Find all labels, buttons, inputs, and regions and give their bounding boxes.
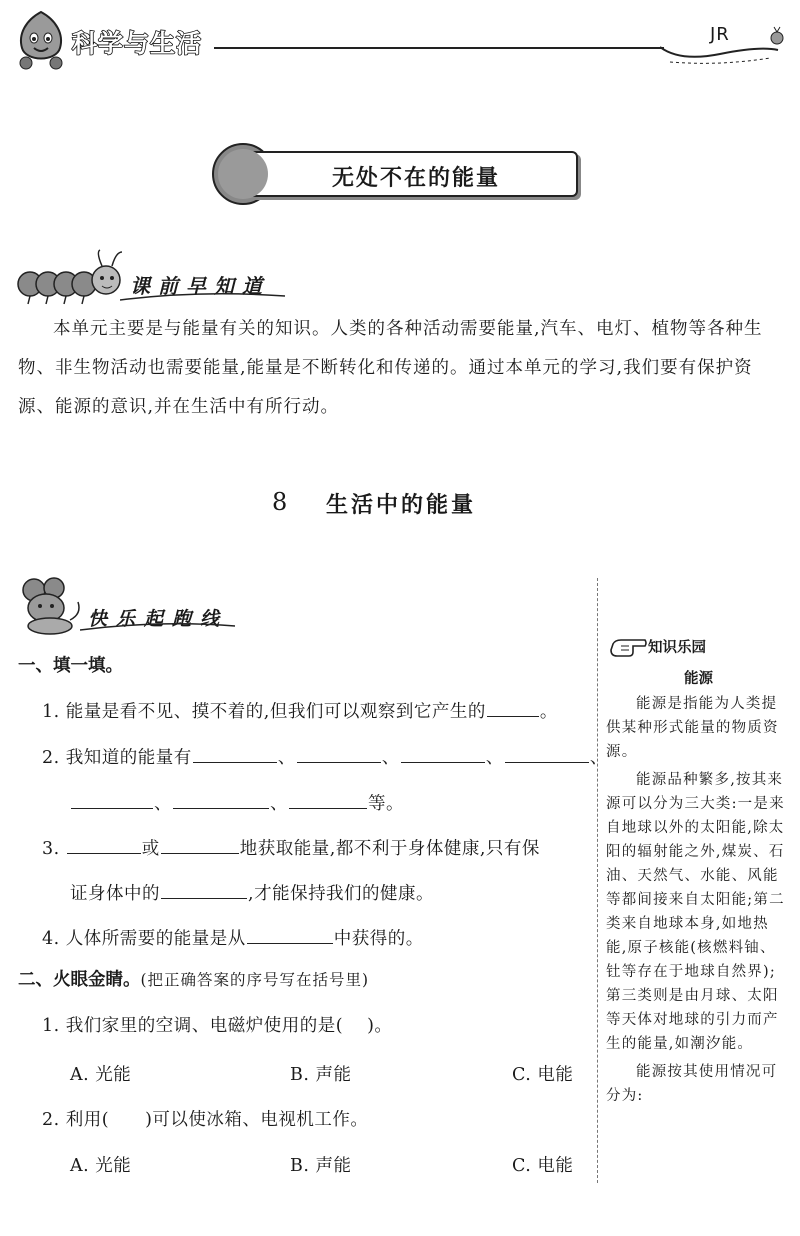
- q-text: 能量是看不见、摸不着的,但我们可以观察到它产生的: [65, 702, 486, 722]
- unit-banner: [212, 143, 578, 205]
- question-1: 1. 能量是看不见、摸不着的,但我们可以观察到它产生的 。: [42, 696, 558, 723]
- pointing-hand-icon: [607, 630, 647, 658]
- mc1-option-c[interactable]: C. 电能: [512, 1065, 574, 1085]
- mc-question-1: 1. 我们家里的空调、电磁炉使用的是( )。: [42, 1016, 393, 1036]
- heading-underline: [120, 290, 290, 304]
- mc1-option-b[interactable]: B. 声能: [290, 1065, 352, 1085]
- answer-blank[interactable]: [505, 742, 589, 763]
- sidebar-paragraph: 能源按其使用情况可分为:: [606, 1064, 778, 1104]
- mascot-icon: [12, 8, 70, 70]
- unit-title: 无处不在的能量: [332, 166, 501, 191]
- mouse-icon: [16, 574, 86, 636]
- page-header: [0, 0, 800, 80]
- q-text: 我知道的能量有: [65, 748, 192, 768]
- mc2-option-a[interactable]: A. 光能: [70, 1156, 132, 1176]
- section2-title: 二、火眼金睛。: [18, 970, 141, 990]
- series-title: 科学与生活: [72, 29, 203, 58]
- question-2: 2. 我知道的能量有 、 、 、 、: [42, 742, 608, 769]
- answer-blank[interactable]: [161, 878, 247, 899]
- answer-blank[interactable]: [297, 742, 381, 763]
- answer-blank[interactable]: [71, 788, 153, 809]
- sidebar-paragraph: 能源是指能为人类提供某种形式能量的物质资源。: [606, 696, 779, 760]
- preview-text: 本单元主要是与能量有关的知识。人类的各种活动需要能量,汽车、电灯、植物等各种生物、非生物活动也需要能量,能量是不断转化和传递的。通过本单元的学习,我们要有保护资源、能源的意识,并在生活中有所行动。: [18, 319, 763, 417]
- caterpillar-icon: [16, 248, 126, 312]
- section2-note: (把正确答案的序号写在括号里): [140, 971, 370, 989]
- heading-underline-2: [80, 620, 240, 634]
- mc2-option-b[interactable]: B. 声能: [290, 1156, 352, 1176]
- answer-blank[interactable]: [67, 833, 141, 854]
- header-code: JR: [710, 24, 730, 45]
- mc1-option-a[interactable]: A. 光能: [70, 1065, 132, 1085]
- answer-blank[interactable]: [487, 696, 539, 717]
- lesson-number: 8: [272, 488, 288, 516]
- column-divider: [597, 578, 598, 1183]
- sidebar-heading: 知识乐园: [648, 640, 706, 656]
- answer-blank[interactable]: [173, 788, 269, 809]
- preview-heading: 课前早知道: [130, 274, 270, 298]
- answer-blank[interactable]: [289, 788, 367, 809]
- answer-blank[interactable]: [247, 923, 333, 944]
- answer-blank[interactable]: [401, 742, 485, 763]
- sidebar-paragraph: 能源品种繁多,按其来源可以分为三大类:一是来自地球以外的太阳能,除太阳的辐射能之外,煤炭、石油、天然气、水能、风能等都间接来自太阳能;第二类来自地球本身,如地热能,原子核能(核燃料铀、钍等存在于地球自然界);第三类则是由月球、太阳等天体对地球的引力而产生的能量,如潮汐能。: [606, 772, 785, 1052]
- lesson-title: 生活中的能量: [326, 493, 477, 518]
- sidebar-topic: 能源: [684, 671, 713, 687]
- q-num: 3.: [42, 839, 60, 859]
- answer-blank[interactable]: [161, 833, 239, 854]
- sidebar-body: [606, 692, 790, 1108]
- mc2-option-c[interactable]: C. 电能: [512, 1156, 574, 1176]
- snail-icon: [766, 26, 788, 48]
- section2-header: [18, 966, 369, 991]
- mc-question-2: 2. 利用( )可以使冰箱、电视机工作。: [42, 1110, 369, 1130]
- q-num: 2.: [42, 748, 60, 768]
- practice-heading: 快乐起跑线: [88, 608, 229, 630]
- q-text: 人体所需要的能量是从: [65, 929, 246, 949]
- section1-title: 一、填一填。: [18, 656, 123, 676]
- q-num: 1.: [42, 702, 60, 722]
- question-2-line2: 、 、 等。: [70, 788, 404, 815]
- q-num: 4.: [42, 929, 60, 949]
- question-3: 3. 或 地获取能量,都不利于身体健康,只有保: [42, 833, 540, 860]
- header-rule: [214, 47, 664, 49]
- answer-blank[interactable]: [193, 742, 277, 763]
- question-3-line2: 证身体中的 ,才能保持我们的健康。: [70, 878, 434, 905]
- question-4: 4. 人体所需要的能量是从 中获得的。: [42, 923, 424, 950]
